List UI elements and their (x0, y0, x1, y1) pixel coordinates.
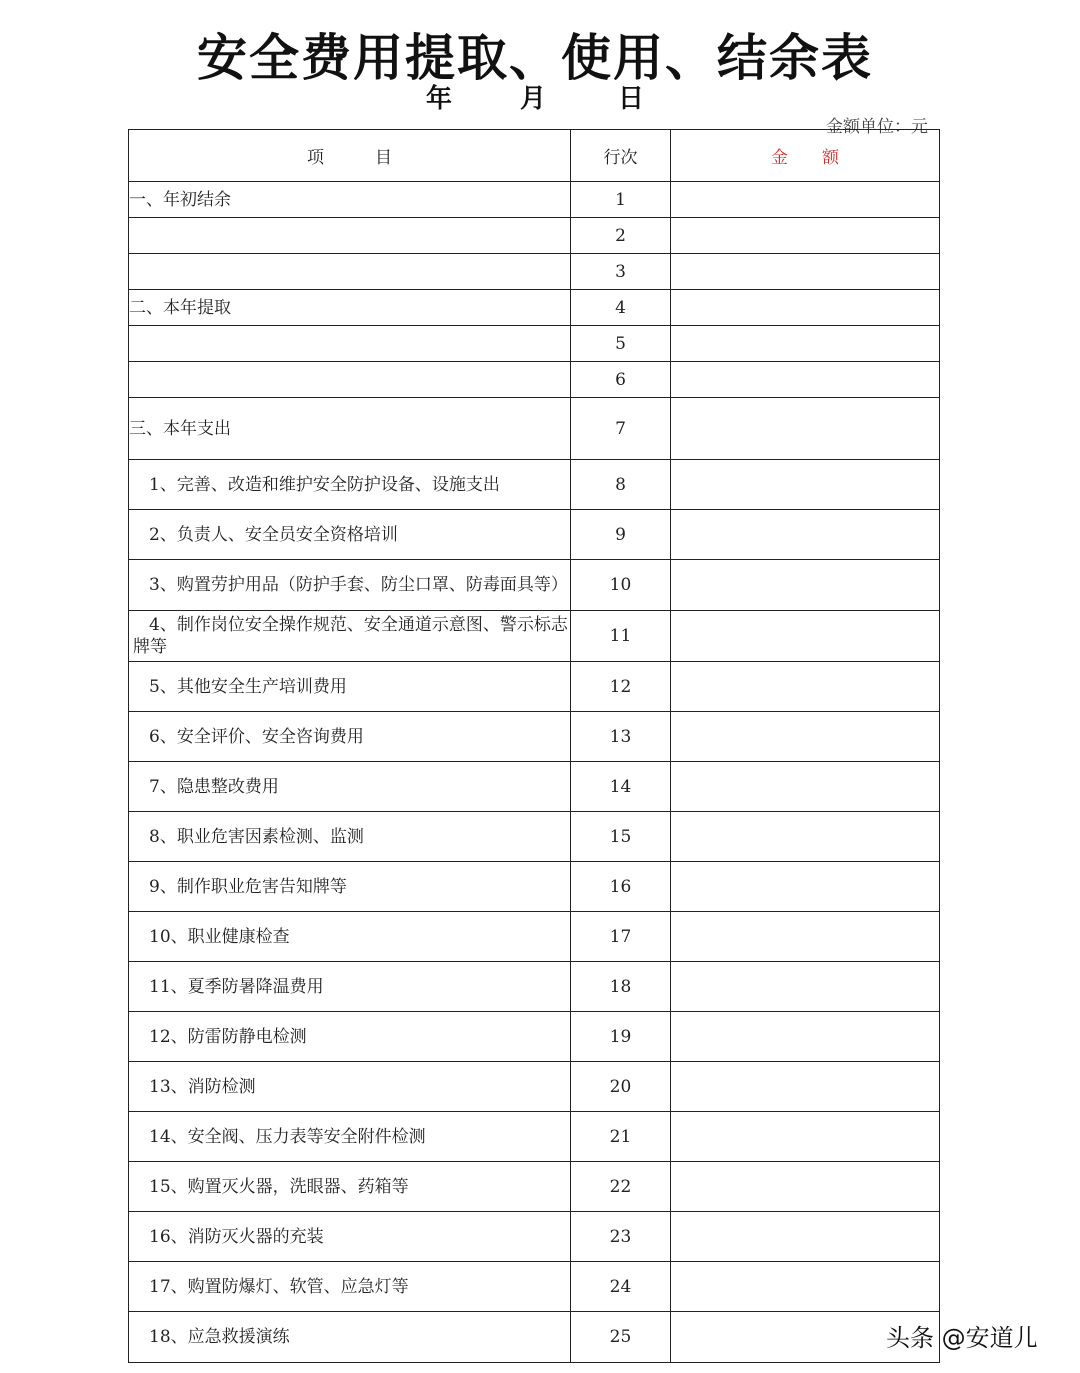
table-row (129, 326, 940, 362)
document-title: 安全费用提取、使用、结余表 (197, 29, 873, 87)
row-item: 15、购置灭火器，洗眼器、药箱等 (129, 1162, 571, 1212)
row-amount[interactable] (671, 254, 940, 290)
row-number: 7 (571, 398, 671, 460)
row-number: 12 (571, 662, 671, 712)
table-row (129, 1012, 940, 1062)
table-row (129, 182, 940, 218)
row-amount[interactable] (671, 812, 940, 862)
row-item: 16、消防灭火器的充装 (129, 1212, 571, 1262)
row-number: 6 (571, 362, 671, 398)
row-number: 3 (571, 254, 671, 290)
row-item: 9、制作职业危害告知牌等 (129, 862, 571, 912)
table-row (129, 912, 940, 962)
row-amount[interactable] (671, 712, 940, 762)
row-amount[interactable] (671, 662, 940, 712)
table-row (129, 398, 940, 460)
row-item: 18、应急救援演练 (129, 1312, 571, 1363)
row-item: 11、夏季防暑降温费用 (129, 962, 571, 1012)
header-item: 项 目 (129, 130, 571, 182)
row-number: 18 (571, 962, 671, 1012)
row-item (129, 326, 571, 362)
row-amount[interactable] (671, 962, 940, 1012)
date-year: 年 (426, 84, 453, 114)
table-row (129, 662, 940, 712)
table-row (129, 510, 940, 560)
row-amount[interactable] (671, 1012, 940, 1062)
row-amount[interactable] (671, 362, 940, 398)
row-item: 3、购置劳护用品（防护手套、防尘口罩、防毒面具等） (129, 560, 571, 611)
row-item: 1、完善、改造和维护安全防护设备、设施支出 (129, 460, 571, 510)
row-item: 13、消防检测 (129, 1062, 571, 1112)
row-number: 19 (571, 1012, 671, 1062)
table-row (129, 1212, 940, 1262)
fee-table (128, 129, 940, 1363)
row-item: 10、职业健康检查 (129, 912, 571, 962)
row-number: 23 (571, 1212, 671, 1262)
row-item: 12、防雷防静电检测 (129, 1012, 571, 1062)
table-row (129, 962, 940, 1012)
row-number: 25 (571, 1312, 671, 1363)
row-item: 14、安全阀、压力表等安全附件检测 (129, 1112, 571, 1162)
row-amount[interactable] (671, 611, 940, 662)
table-row (129, 362, 940, 398)
date-month: 月 (520, 84, 547, 114)
row-number: 8 (571, 460, 671, 510)
row-number: 15 (571, 812, 671, 862)
row-item: 一、年初结余 (129, 182, 571, 218)
row-item: 二、本年提取 (129, 290, 571, 326)
row-item: 6、安全评价、安全咨询费用 (129, 712, 571, 762)
row-number: 13 (571, 712, 671, 762)
table-row (129, 762, 940, 812)
table-row (129, 611, 940, 662)
row-number: 11 (571, 611, 671, 662)
table-row (129, 218, 940, 254)
table-header-row (129, 130, 940, 182)
row-item (129, 254, 571, 290)
table-row (129, 254, 940, 290)
row-item: 7、隐患整改费用 (129, 762, 571, 812)
date-day: 日 (618, 84, 645, 114)
header-row-no: 行次 (571, 130, 671, 182)
table-row (129, 460, 940, 510)
row-amount[interactable] (671, 326, 940, 362)
unit-label: 金额单位：元 (826, 117, 928, 137)
table-row (129, 812, 940, 862)
row-number: 24 (571, 1262, 671, 1312)
row-amount[interactable] (671, 912, 940, 962)
table-row (129, 1162, 940, 1212)
row-item: 5、其他安全生产培训费用 (129, 662, 571, 712)
row-number: 2 (571, 218, 671, 254)
row-amount[interactable] (671, 1112, 940, 1162)
row-number: 1 (571, 182, 671, 218)
row-amount[interactable] (671, 182, 940, 218)
row-item: 三、本年支出 (129, 398, 571, 460)
row-item: 17、购置防爆灯、软管、应急灯等 (129, 1262, 571, 1312)
table-row (129, 1112, 940, 1162)
table-row (129, 1312, 940, 1363)
row-amount[interactable] (671, 510, 940, 560)
table-row (129, 862, 940, 912)
table-row (129, 712, 940, 762)
row-amount[interactable] (671, 398, 940, 460)
row-amount[interactable] (671, 460, 940, 510)
row-amount[interactable] (671, 1262, 940, 1312)
row-number: 14 (571, 762, 671, 812)
table-row (129, 1262, 940, 1312)
row-number: 22 (571, 1162, 671, 1212)
row-amount[interactable] (671, 762, 940, 812)
row-amount[interactable] (671, 560, 940, 611)
row-number: 5 (571, 326, 671, 362)
table-row (129, 560, 940, 611)
row-number: 21 (571, 1112, 671, 1162)
row-number: 17 (571, 912, 671, 962)
row-amount[interactable] (671, 1162, 940, 1212)
table-row (129, 290, 940, 326)
header-amount: 金 额 (671, 130, 940, 182)
table-row (129, 1062, 940, 1112)
row-amount[interactable] (671, 1212, 940, 1262)
row-amount[interactable] (671, 218, 940, 254)
row-item: 4、制作岗位安全操作规范、安全通道示意图、警示标志牌等 (129, 611, 571, 662)
row-amount[interactable] (671, 862, 940, 912)
row-amount[interactable] (671, 290, 940, 326)
row-item (129, 218, 571, 254)
row-item (129, 362, 571, 398)
row-number: 10 (571, 560, 671, 611)
row-amount[interactable] (671, 1062, 940, 1112)
watermark: 头条 @安道儿 (886, 1324, 1038, 1352)
row-number: 20 (571, 1062, 671, 1112)
row-item: 2、负责人、安全员安全资格培训 (129, 510, 571, 560)
row-number: 9 (571, 510, 671, 560)
row-number: 16 (571, 862, 671, 912)
row-item: 8、职业危害因素检测、监测 (129, 812, 571, 862)
row-number: 4 (571, 290, 671, 326)
